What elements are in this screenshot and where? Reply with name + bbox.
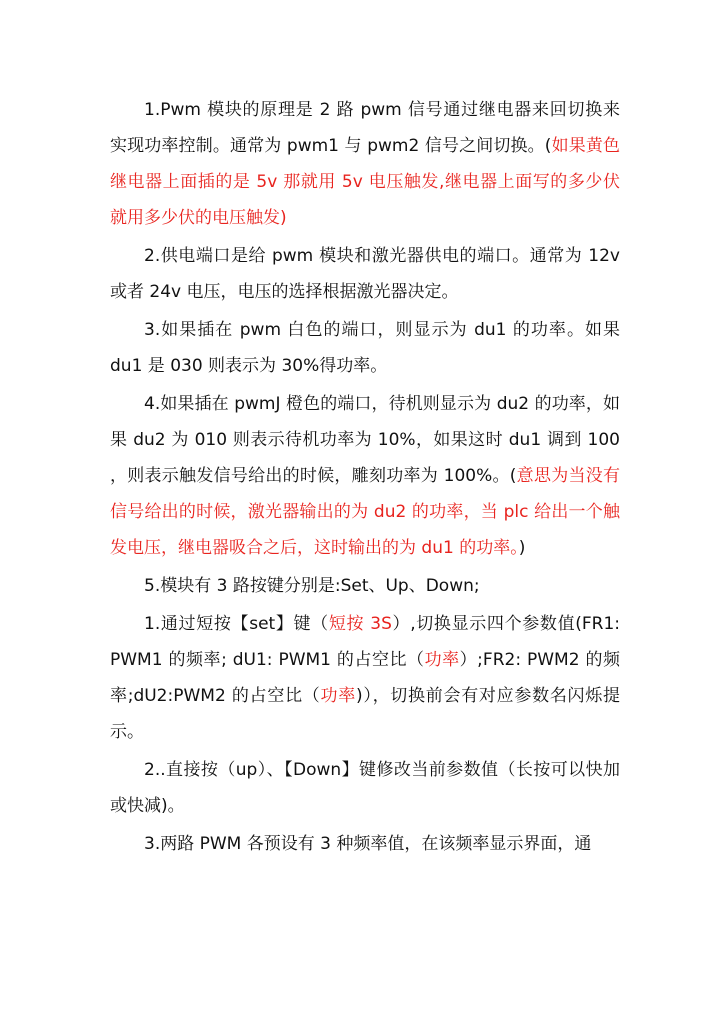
text-segment: ) [518, 538, 526, 558]
text-segment: 3.两路 PWM 各预设有 3 种频率值，在该频率显示界面，通 [144, 834, 592, 854]
document-body [110, 92, 620, 864]
paragraph-frequency-presets [110, 826, 620, 862]
text-segment: 2..直接按（up）、【Down】键修改当前参数值（长按可以快加或快减)。 [110, 760, 620, 816]
paragraph-buttons [110, 568, 620, 604]
paragraph-up-down-keys [110, 752, 620, 824]
text-segment: )），切换前会有对应参数名闪烁提示。 [110, 686, 620, 742]
text-segment: 1.Pwm 模块的原理是 2 路 pwm 信号通过继电器来回切换来实现功率控制。通常为 pwm1 与 pwm2 信号之间切换。( [110, 100, 620, 156]
text-segment: 4.如果插在 pwmJ 橙色的端口，待机则显示为 du2 的功率，如果 du2 为 010 则表示待机功率为 10%，如果这时 du1 调到 100 ，则表示触发信号给出的时候，雕刻功率为 100%。( [110, 394, 620, 486]
highlighted-note: 功率 [320, 686, 356, 706]
highlighted-note: 功率 [424, 650, 460, 670]
paragraph-set-key [110, 606, 620, 750]
paragraph-power-port [110, 238, 620, 310]
text-segment: 2.供电端口是给 pwm 模块和激光器供电的端口。通常为 12v 或者 24v 电压，电压的选择根据激光器决定。 [110, 246, 620, 302]
highlighted-note: 如果黄色继电器上面插的是 5v 那就用 5v 电压触发,继电器上面写的多少伏就用多少伏的电压触发) [110, 136, 621, 228]
text-segment: ）;FR2: PWM2 的频率;dU2:PWM2 的占空比（ [110, 650, 620, 706]
text-segment: 3.如果插在 pwm 白色的端口，则显示为 du1 的功率。如果 du1 是 030 则表示为 30%得功率。 [110, 320, 620, 376]
text-segment: 5.模块有 3 路按键分别是:Set、Up、Down; [144, 576, 480, 596]
highlighted-note: 意思为当没有信号给出的时候，激光器输出的为 du2 的功率，当 plc 给出一个触发电压，继电器吸合之后，这时输出的为 du1 的功率。 [110, 466, 620, 558]
paragraph-white-port [110, 312, 620, 384]
highlighted-note: 短按 3S [328, 614, 392, 634]
text-segment: 1.通过短按【set】键（ [144, 614, 329, 634]
paragraph-orange-port [110, 386, 620, 566]
paragraph-pwm-principle [110, 92, 620, 236]
text-segment: ）,切换显示四个参数值(FR1: PWM1 的频率; dU1: PWM1 的占空比（ [110, 614, 621, 670]
